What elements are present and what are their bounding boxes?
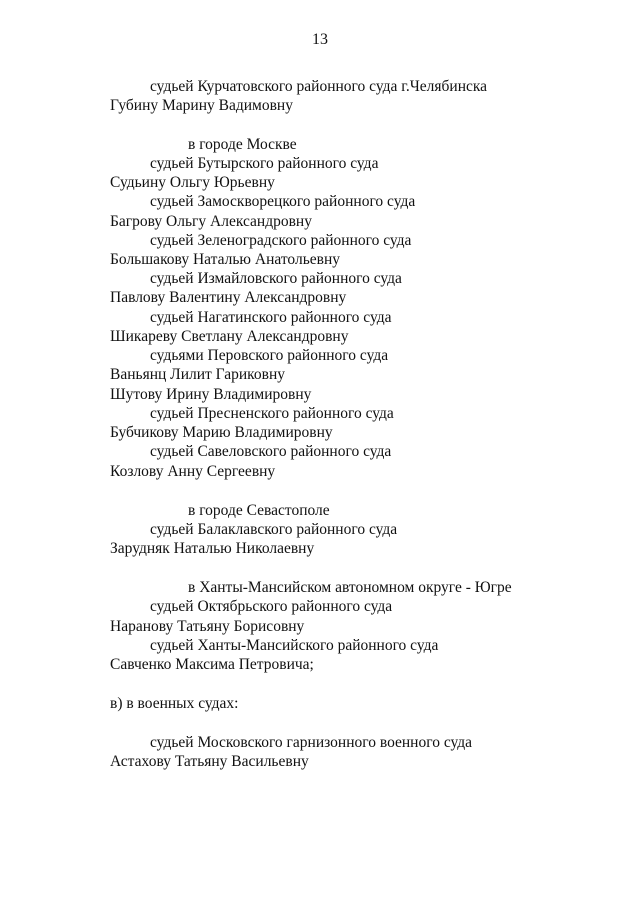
court-line: судьей Измайловского районного суда [150,270,402,287]
section-heading: в) в военных судах: [110,695,239,712]
judge-name: Бубчикову Марию Владимировну [110,424,333,441]
region-heading: в городе Севастополе [188,502,330,519]
court-line: судьями Перовского районного суда [150,347,389,364]
court-line: судьей Нагатинского районного суда [150,309,392,326]
judge-name: Ваньянц Лилит Гариковну [110,366,286,383]
judge-name: Савченко Максима Петровича; [110,656,314,673]
judge-name: Большакову Наталью Анатольевну [110,251,341,268]
judge-name: Астахову Татьяну Васильевну [110,753,309,770]
court-line: судьей Октябрьского районного суда [150,598,393,615]
judge-name: Козлову Анну Сергеевну [110,463,276,480]
court-line: судьей Балаклавского районного суда [150,521,398,538]
judge-name: Зарудняк Наталью Николаевну [110,540,315,557]
court-line: судьей Курчатовского районного суда г.Челябинска [150,78,488,95]
court-line: судьей Савеловского районного суда [150,443,392,460]
judge-name: Шутову Ирину Владимировну [110,386,312,403]
judge-name: Губину Марину Вадимовну [110,97,293,114]
judge-name: Наранову Татьяну Борисовну [110,618,305,635]
court-line: судьей Пресненского районного суда [150,405,394,422]
region-heading: в городе Москве [188,136,297,153]
court-line: судьей Зеленоградского районного суда [150,232,412,249]
court-line: судьей Ханты-Мансийского районного суда [150,637,439,654]
judge-name: Шикареву Светлану Александровну [110,328,349,345]
judge-name: Судьину Ольгу Юрьевну [110,174,275,191]
court-line: судьей Замоскворецкого районного суда [150,193,416,210]
court-line: судьей Московского гарнизонного военного суда [150,734,473,751]
judge-name: Павлову Валентину Александровну [110,289,347,306]
judge-name: Багрову Ольгу Александровну [110,213,312,230]
page-number: 13 [312,31,328,48]
region-heading: в Ханты-Мансийском автономном округе - Югре [188,579,512,596]
court-line: судьей Бутырского районного суда [150,155,379,172]
